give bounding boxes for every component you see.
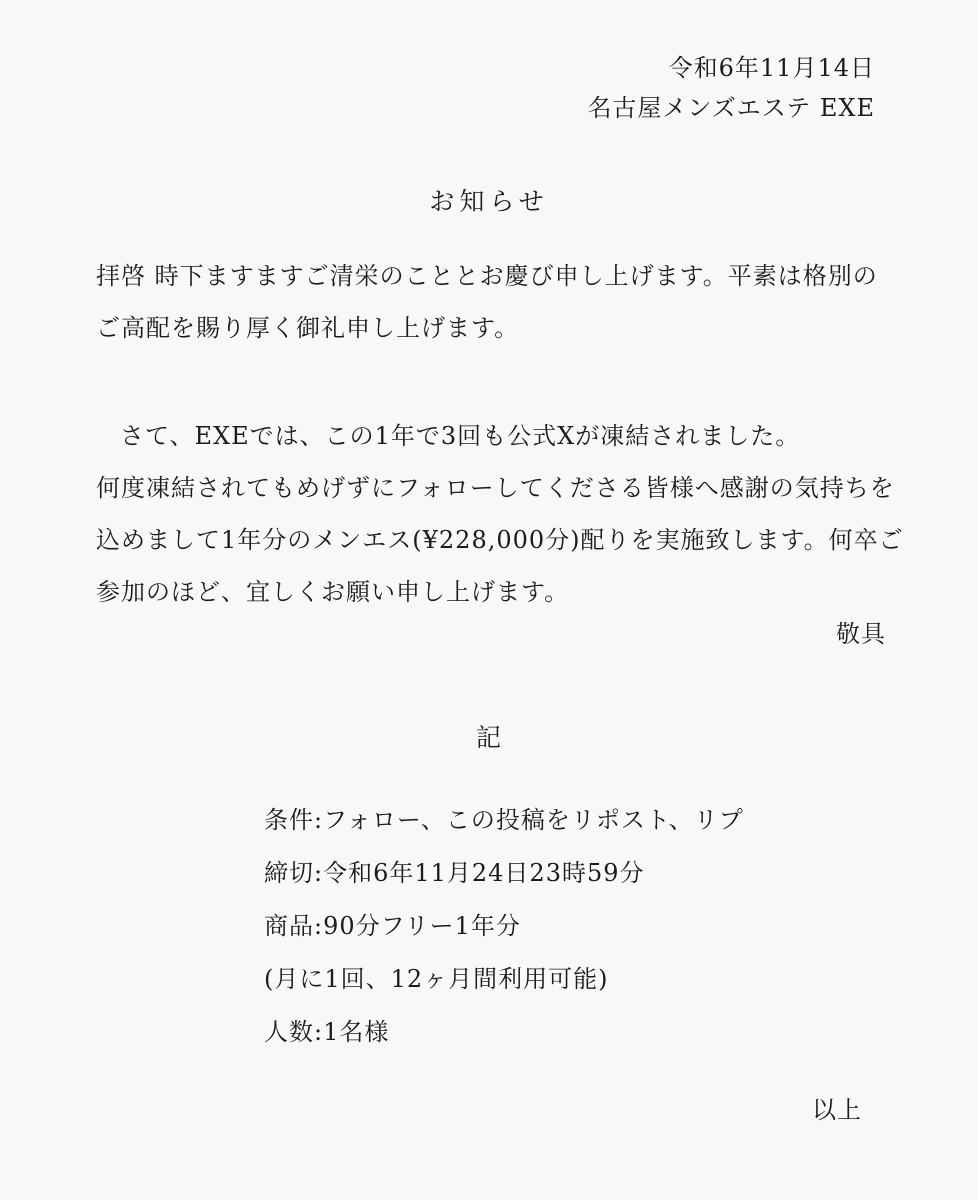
- document-date: 令和6年11月14日: [668, 54, 875, 82]
- notice-title: お知らせ: [429, 187, 549, 216]
- greeting-line-2: ご高配を賜り厚く御礼申し上げます。: [96, 314, 520, 342]
- end-ijou: 以上: [812, 1096, 862, 1124]
- detail-prize-note: (月に1回、12ヶ月間利用可能): [264, 965, 609, 993]
- body-line-2: 何度凍結されてもめげずにフォローしてくださる皆様へ感謝の気持ちを: [96, 474, 895, 502]
- body-line-1: さて、EXEでは、この1年で3回も公式Xが凍結されました。: [120, 422, 801, 450]
- detail-conditions: 条件:フォロー、この投稿をリポスト、リプ: [264, 806, 744, 834]
- ki-heading: 記: [475, 723, 502, 752]
- body-line-3: 込めまして1年分のメンエス(¥228,000分)配りを実施致します。何卒ご: [96, 526, 904, 554]
- sender-name: 名古屋メンズエステ EXE: [587, 94, 875, 122]
- closing-keigu: 敬具: [836, 620, 886, 648]
- body-line-4: 参加のほど、宜しくお願い申し上げます。: [96, 578, 570, 606]
- detail-prize: 商品:90分フリー1年分: [264, 912, 521, 940]
- detail-deadline: 締切:令和6年11月24日23時59分: [264, 859, 645, 887]
- greeting-line-1: 拝啓 時下ますますご清栄のこととお慶び申し上げます。平素は格別の: [96, 262, 878, 290]
- detail-winners: 人数:1名様: [264, 1018, 390, 1046]
